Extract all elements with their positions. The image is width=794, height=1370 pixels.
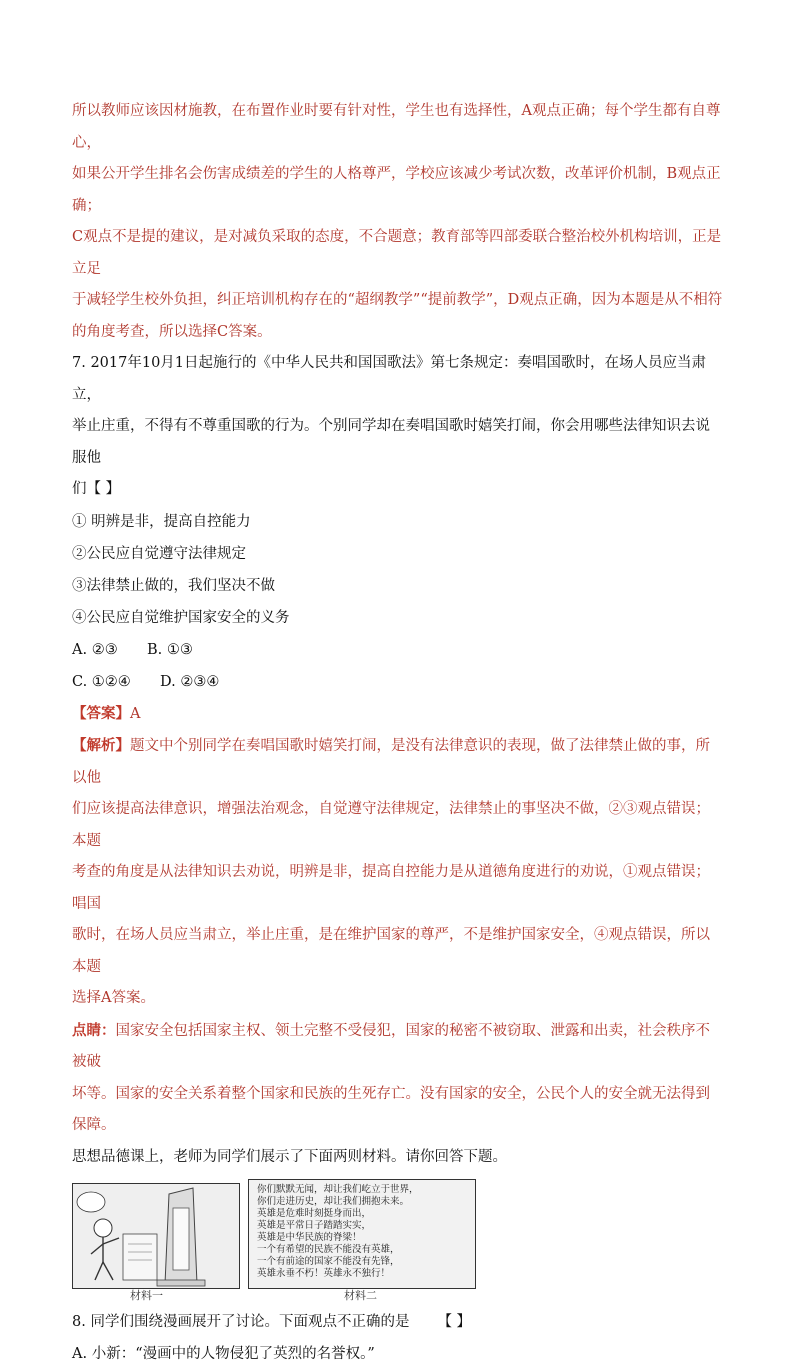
explanation-line: 于减轻学生校外负担，纠正培训机构存在的“超纲教学”“提前教学”，D观点正确，因为本题是从不相符 [72, 285, 724, 317]
material-figure [72, 1179, 476, 1301]
q7-item: ① 明辨是非，提高自控能力 [72, 506, 724, 538]
question-7-stem: 7. 2017年10月1日起施行的《中华人民共和国国歌法》第七条规定：奏唱国歌时，在场人员应当肃立， [72, 348, 724, 411]
caption-material-1: 材料一 [130, 1287, 163, 1303]
q7-choices-row [72, 666, 724, 698]
question-7-stem: 们【 】 [72, 474, 724, 506]
analysis-text: 题文中个别同学在奏唱国歌时嬉笑打闹，是没有法律意识的表现，做了法律禁止做的事，所以他 [72, 738, 710, 786]
answer-tag: 【答案】 [72, 705, 130, 722]
analysis-line [72, 730, 724, 794]
poem-line: 英雄永垂不朽！英雄永不独行！ [257, 1268, 467, 1280]
question-8-stem [72, 1307, 724, 1339]
poem-line: 英雄是平常日子踏踏实实， [257, 1220, 467, 1232]
q7-item: ②公民应自觉遵守法律规定 [72, 538, 724, 570]
q8-answer-bracket: 【 】 [437, 1307, 471, 1339]
explanation-line: 的角度考查，所以选择C答案。 [72, 317, 724, 349]
analysis-tag: 【解析】 [72, 737, 130, 754]
explanation-line: 如果公开学生排名会伤害成绩差的学生的人格尊严，学校应该减少考试次数，改革评价机制，B观点正确； [72, 159, 724, 222]
point-text: 国家安全包括国家主权、领土完整不受侵犯，国家的秘密不被窃取、泄露和出卖，社会秩序不被破 [72, 1023, 710, 1071]
poem-line: 你们走进历史，却让我们拥抱未来。 [257, 1196, 467, 1208]
point-tag: 点睛： [72, 1022, 116, 1039]
cartoon-panel [72, 1183, 240, 1289]
poem-line: 一个有前途的国家不能没有先锋， [257, 1256, 467, 1268]
q8-option-a: A. 小新：“漫画中的人物侵犯了英烈的名誉权。” [72, 1339, 724, 1370]
poem-line: 一个有希望的民族不能没有英雄， [257, 1244, 467, 1256]
cartoon-illustration [73, 1184, 239, 1288]
choice-b: B. ①③ [147, 634, 193, 666]
poem-line: 英雄是中华民族的脊梁！ [257, 1232, 467, 1244]
analysis-line: 选择A答案。 [72, 983, 724, 1015]
q7-item: ④公民应自觉维护国家安全的义务 [72, 602, 724, 634]
analysis-line: 们应该提高法律意识，增强法治观念，自觉遵守法律规定，法律禁止的事坚决不做，②③观点错误；本题 [72, 794, 724, 857]
explanation-line: 所以教师应该因材施教，在布置作业时要有针对性，学生也有选择性，A观点正确；每个学生都有自尊心， [72, 96, 724, 159]
question-7-stem: 举止庄重，不得有不尊重国歌的行为。个别同学却在奏唱国歌时嬉笑打闹，你会用哪些法律知识去说服他 [72, 411, 724, 474]
material-intro: 思想品德课上，老师为同学们展示了下面两则材料。请你回答下题。 [72, 1142, 724, 1174]
caption-material-2: 材料二 [344, 1287, 377, 1303]
q7-choices-row [72, 634, 724, 666]
poem-panel [248, 1179, 476, 1289]
analysis-line: 考查的角度是从法律知识去劝说，明辨是非，提高自控能力是从道德角度进行的劝说，①观点错误；唱国 [72, 857, 724, 920]
choice-c: C. ①②④ [72, 666, 160, 698]
choice-d: D. ②③④ [160, 666, 219, 698]
answer-value: A [130, 706, 140, 722]
answer-line [72, 698, 724, 731]
poem-line: 英雄是危难时刻挺身而出， [257, 1208, 467, 1220]
poem-line: 你们默默无闻，却让我们屹立于世界， [257, 1184, 467, 1196]
analysis-line: 歌时，在场人员应当肃立，举止庄重，是在维护国家的尊严，不是维护国家安全，④观点错误，所以本题 [72, 920, 724, 983]
choice-a: A. ②③ [72, 634, 147, 666]
q7-item: ③法律禁止做的，我们坚决不做 [72, 570, 724, 602]
poem-text [257, 1184, 467, 1280]
point-line [72, 1015, 724, 1079]
explanation-line: C观点不是提的建议，是对减负采取的态度，不合题意；教育部等四部委联合整治校外机构培训，正是立足 [72, 222, 724, 285]
point-line: 坏等。国家的安全关系着整个国家和民族的生死存亡。没有国家的安全，公民个人的安全就无法得到保障。 [72, 1079, 724, 1142]
document-page [72, 96, 724, 1370]
q8-stem-text: 8. 同学们围绕漫画展开了讨论。下面观点不正确的是 [72, 1314, 409, 1330]
